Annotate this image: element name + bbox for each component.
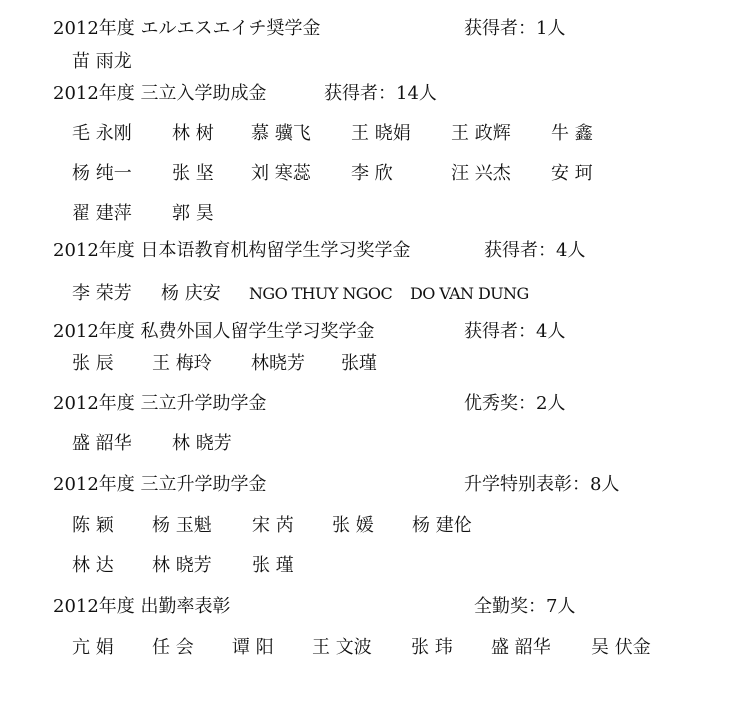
awardee-name: 张 辰 — [72, 353, 114, 374]
awardee-name: 张瑾 — [341, 353, 377, 374]
awardee-name: 杨 建伦 — [412, 515, 472, 536]
awardee-name: 杨 纯一 — [72, 163, 132, 184]
awardee-name: 王 晓娟 — [351, 123, 411, 144]
awardee-name: 王 政辉 — [451, 123, 511, 144]
awardee-count: 优秀奖：2人 — [464, 393, 566, 414]
section-heading: 2012年度 三立升学助学金 — [53, 474, 267, 495]
awardee-name: 盛 韶华 — [491, 637, 551, 658]
awardee-name: NGO THUY NGOC — [249, 284, 393, 303]
awardee-name: 慕 骥飞 — [251, 123, 311, 144]
section-heading: 2012年度 日本语教育机构留学生学习奖学金 — [53, 240, 411, 261]
awardee-name: 苗 雨龙 — [72, 51, 132, 72]
awardee-name: 郭 昊 — [172, 203, 214, 224]
awardee-name: 王 文波 — [312, 637, 372, 658]
awardee-count: 获得者：4人 — [484, 240, 586, 261]
section-heading: 2012年度 三立升学助学金 — [53, 393, 267, 414]
awardee-name: 刘 寒蕊 — [251, 163, 311, 184]
awardee-name: 翟 建萍 — [72, 203, 132, 224]
awardee-name: 亢 娟 — [72, 637, 114, 658]
awardee-name: 杨 玉魁 — [152, 515, 212, 536]
awardee-name: 任 会 — [152, 637, 194, 658]
section-heading: 2012年度 エルエスエイチ奨学金 — [53, 18, 321, 39]
awardee-name: 牛 鑫 — [551, 123, 593, 144]
awardee-count: 获得者：4人 — [464, 321, 566, 342]
awardee-name: 张 媛 — [332, 515, 374, 536]
awardee-name: 谭 阳 — [232, 637, 274, 658]
section-heading: 2012年度 私费外国人留学生学习奖学金 — [53, 321, 375, 342]
awardee-name: 林 晓芳 — [152, 555, 212, 576]
awardee-count: 获得者：14人 — [324, 83, 437, 104]
section-heading: 2012年度 三立入学助成金 — [53, 83, 267, 104]
awardee-name: 汪 兴杰 — [451, 163, 511, 184]
awardee-name: 张 玮 — [411, 637, 453, 658]
awardee-name: 安 珂 — [551, 163, 593, 184]
awardee-name: 林 达 — [72, 555, 114, 576]
awardee-name: 杨 庆安 — [161, 283, 221, 304]
awardee-name: 林 树 — [172, 123, 214, 144]
awardee-name: DO VAN DUNG — [410, 284, 529, 303]
awardee-name: 毛 永刚 — [72, 123, 132, 144]
awardee-name: 吴 伏金 — [591, 637, 651, 658]
awardee-count: 全勤奖：7人 — [474, 596, 576, 617]
awardee-name: 盛 韶华 — [72, 433, 132, 454]
awardee-name: 王 梅玲 — [152, 353, 212, 374]
awardee-count: 升学特别表彰：8人 — [464, 474, 620, 495]
awardee-name: 林 晓芳 — [172, 433, 232, 454]
awardee-name: 李 荣芳 — [72, 283, 132, 304]
awardee-name: 陈 颖 — [72, 515, 114, 536]
awardee-name: 李 欣 — [351, 163, 393, 184]
awardee-name: 宋 芮 — [252, 515, 294, 536]
awardee-name: 林晓芳 — [251, 353, 305, 374]
awardee-count: 获得者：1人 — [464, 18, 566, 39]
awardee-name: 张 瑾 — [252, 555, 294, 576]
section-heading: 2012年度 出勤率表彰 — [53, 596, 231, 617]
awardee-name: 张 坚 — [172, 163, 214, 184]
